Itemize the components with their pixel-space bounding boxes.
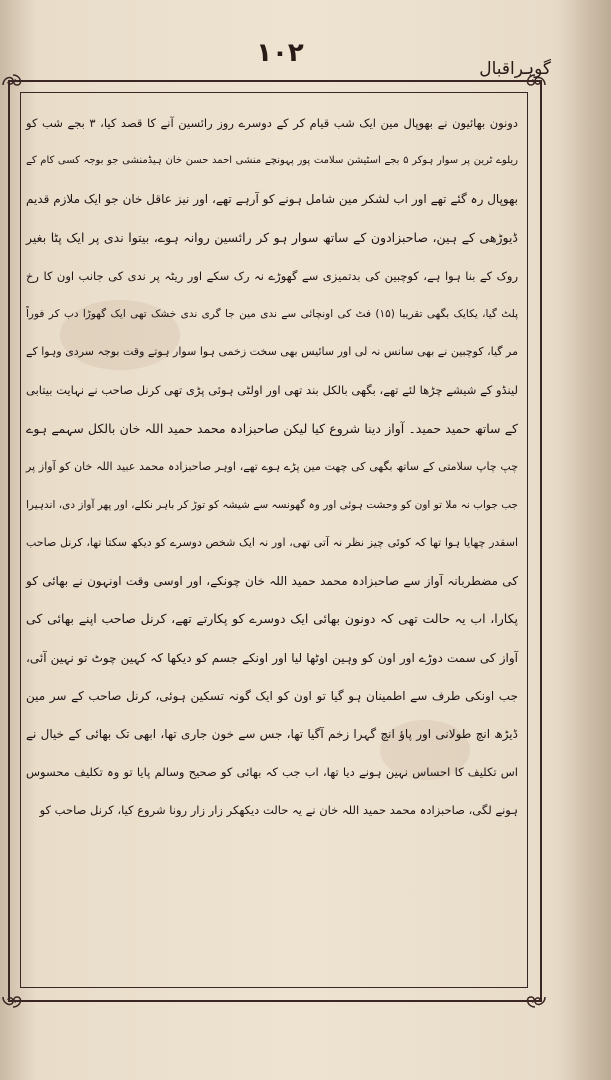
corner-ornament-icon (0, 984, 26, 1010)
text-line: جب اونکی طرف سے اطمینان ہو گیا تو اون کو ایک گونہ تسکین ہوئی، کرنل صاحب کے سر مین (26, 688, 518, 703)
text-line: ریلوے ٹرین پر سوار ہوکر ۵ بجے اسٹیشن سلامت پور پہونچے منشی احمد حسن خان ہیڈمنشی جو بوجہ کسی کام کے (26, 155, 518, 167)
text-line: پکارا، اب یہ حالت تھی کہ دونون بھائی ایک دوسرے کو پکارتے تھے، کرنل صاحب اپنے بھائی کی (26, 611, 518, 627)
text-line: دونون بھائیون نے بھوپال مین ایک شب قیام کر کے دوسرے روز رائسین آنے کا قصد کیا، ۳ بجے شب کو (26, 116, 518, 130)
corner-ornament-icon (522, 72, 548, 98)
text-line: ڈیوڑھی کے ہین، صاحبزادون کے ساتھ سوار ہو کر رائسین روانہ ہوے، بیتوا ندی پر ایک پٹا بغیر (26, 229, 518, 245)
corner-ornament-icon (522, 984, 548, 1010)
text-line: مر گیا، کوچبین نے بھی سانس نہ لی اور سائیس بھی سخت زخمی ہوا سوار ہوتے وقت بوجہ سردی وہوا کے (26, 345, 518, 359)
text-line: ہونے لگی، صاحبزادہ محمد حمید اللہ خان نے یہ حالت دیکھکر زار زار رونا شروع کیا، کرنل صاحب کو (39, 803, 518, 818)
text-line: اس تکلیف کا احساس نہین ہونے دیا تھا، اب جب کہ بھائی کو صحیح وسالم پایا تو وہ تکلیف محسوس (26, 765, 518, 780)
page-edge-shadow (560, 0, 611, 1080)
text-line: جب جواب نہ ملا تو اون کو وحشت ہوئی اور وہ گھونسہ سے شیشہ کو توڑ کر باہر نکلے، اور پھر آواز دی، اندہیرا (26, 498, 518, 511)
text-line: آواز کی سمت دوڑے اور اون کو وہین اوٹھا لیا اور اونکے جسم کو دیکھا کہ کہین چوٹ تو نہین آئی، (26, 650, 518, 665)
text-line: پلٹ گیا، یکایک بگھی تقریبا (۱۵) فٹ کی اونچائی سے ندی مین جا گری ندی خشک تھی ایک گھوڑا دب کر فوراً (26, 307, 518, 320)
running-title: گوہراقبال (479, 59, 551, 79)
text-line: لینڈو کے شیشے چڑھا لئے تھے، بگھی بالکل بند تھی اور اولٹی ہوئی پڑی تھی کرنل صاحب نے نہایت بیتابی (26, 383, 518, 398)
page-number: ۱۰۲ (256, 38, 304, 68)
text-line: کی مضطربانہ آواز سے صاحبزادہ محمد حمید اللہ خان چونکے، اور اوسی وقت اونہون نے بھائی کو (26, 574, 518, 589)
body-text (22, 104, 522, 984)
text-line: چپ چاپ سلامتی کے ساتھ بگھی کی چھت مین پڑے ہوے تھے، اوہر صاحبزادہ محمد عبید اللہ خان کو آواز پر (26, 459, 518, 473)
text-line: کے ساتھ حمید حمید۔ آواز دینا شروع کیا لیکن صاحبزادہ محمد حمید اللہ خان بالکل سہمے ہوے (26, 420, 518, 436)
text-line: ڈیڑھ انچ طولانی اور پاؤ انچ گہرا زخم آگیا تھا، جس سے خون جاری تھا، ابھی تک بھائی کے خیال نے (26, 727, 518, 741)
text-line: روک کے بنا ہوا ہے، کوچبین کی بدتمیزی سے گھوڑے نہ رک سکے اور ریٹہ پر ندی کی جانب اون کا رخ (26, 268, 518, 283)
text-line: بھوپال رہ گئے تھے اور اب لشکر مین شامل ہونے کو آرہے تھے، اور نیز عاقل خان جو ایک ملازم قدیم (26, 192, 518, 207)
text-line: اسقدر چھایا ہوا تھا کہ کوئی چیز نظر نہ آتی تھی، اور نہ ایک شخص دوسرے کو دیکھ سکتا تھا، کرنل صاحب (26, 536, 518, 550)
corner-ornament-icon (0, 72, 26, 98)
